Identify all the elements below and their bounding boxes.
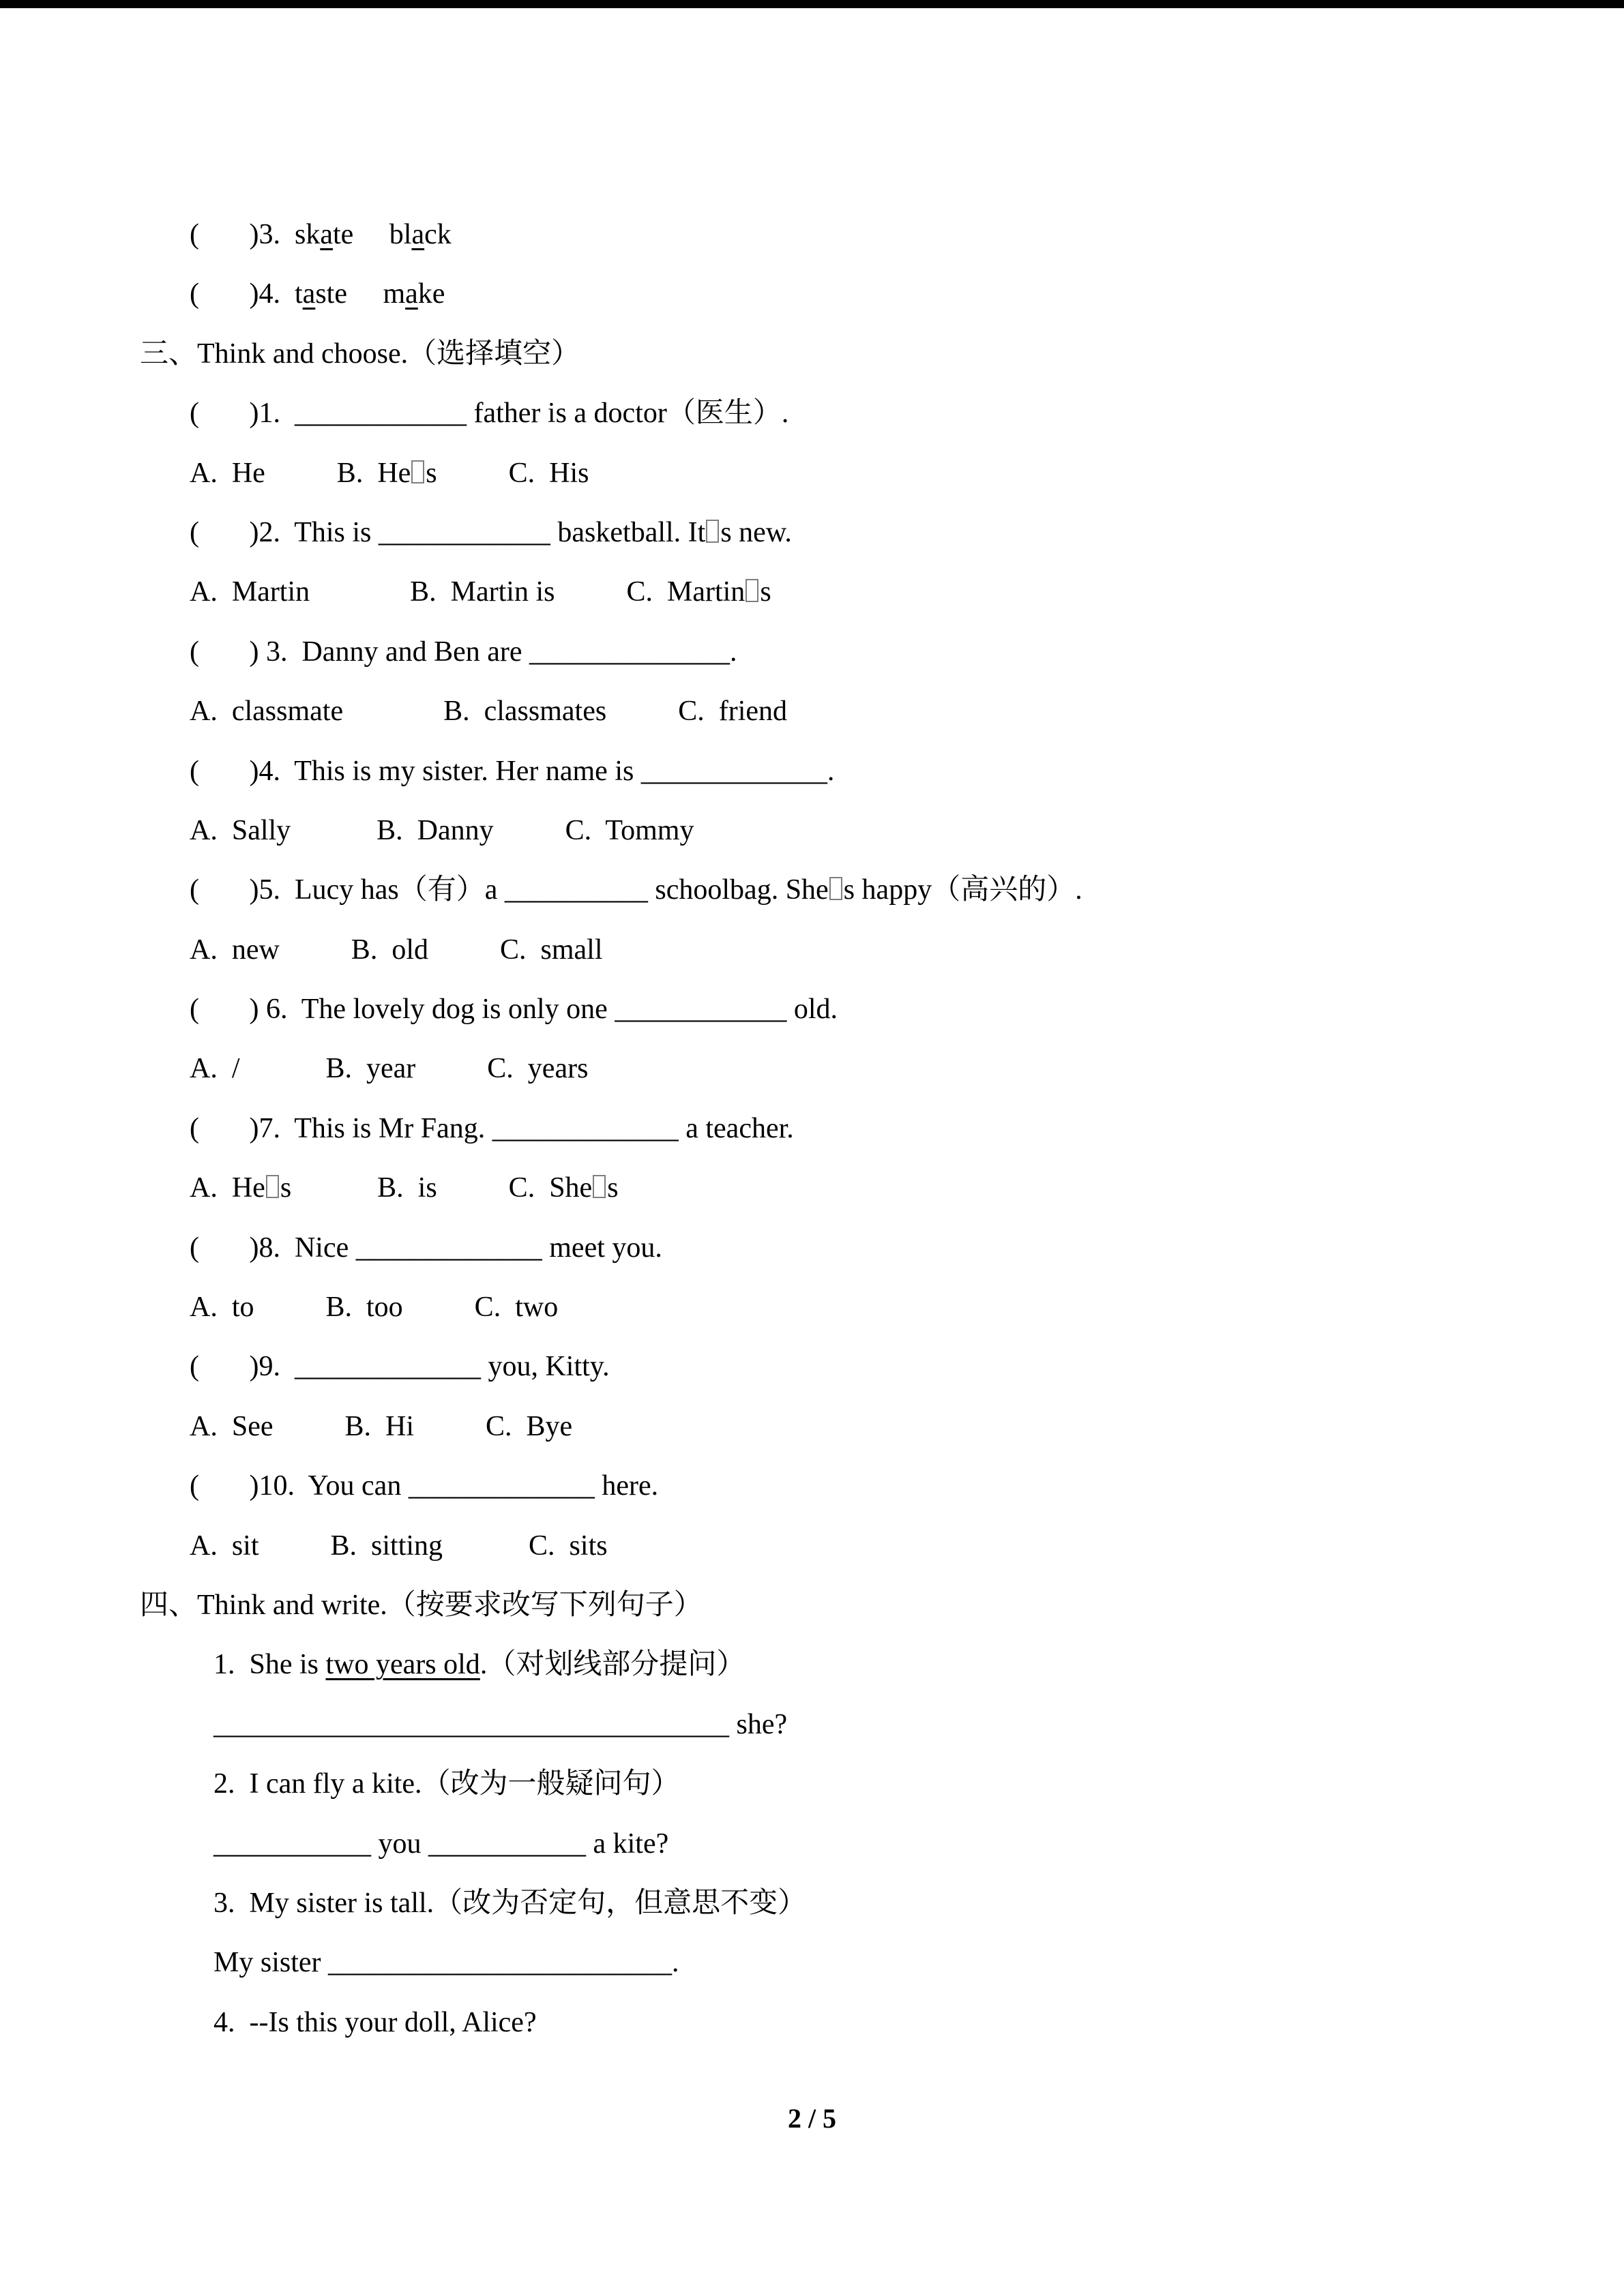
section-heading	[0, 1576, 1624, 1635]
text-segment: ( )8. Nice _____________ meet you.	[190, 1232, 662, 1264]
question-line	[0, 1099, 1624, 1159]
options-line	[0, 1397, 1624, 1457]
options-line	[0, 563, 1624, 622]
text-segment: A. classmate B. classmates C. friend	[190, 696, 788, 728]
scan-top-black-bar	[0, 0, 1624, 8]
text-segment: A. new B. old C. small	[190, 934, 603, 966]
text-segment: A. He B. He	[190, 457, 411, 489]
text-segment: ( )3. sk	[190, 219, 321, 250]
text-segment: s C. His	[426, 457, 589, 489]
question-line	[0, 503, 1624, 563]
missing-apostrophe-glyph-box	[411, 460, 424, 483]
options-line	[0, 1159, 1624, 1218]
text-segment: 三、Think and choose.（选择填空）	[140, 338, 580, 370]
text-segment: 4. --Is this your doll, Alice?	[213, 2006, 537, 2038]
answer-blank-line	[0, 1815, 1624, 1874]
text-segment: s	[760, 576, 771, 608]
text-segment: A. / B. year C. years	[190, 1053, 589, 1085]
question-line	[0, 980, 1624, 1039]
missing-apostrophe-glyph-box	[266, 1175, 279, 1198]
text-segment: ( ) 6. The lovely dog is only one ____________ old.	[190, 994, 838, 1026]
text-segment: 四、Think and write.（按要求改写下列句子）	[140, 1589, 703, 1621]
text-segment: ( )1. ____________ father is a doctor（医生）.	[190, 398, 789, 430]
text-segment: ( )7. This is Mr Fang. _____________ a teacher.	[190, 1112, 794, 1144]
text-segment: ( )2. This is ____________ basketball. It	[190, 516, 706, 548]
text-segment: My sister ________________________.	[213, 1947, 679, 1979]
text-segment: ___________ you ___________ a kite?	[213, 1828, 669, 1860]
question-line	[0, 1755, 1624, 1814]
text-segment: A. Martin B. Martin is C. Martin	[190, 576, 745, 608]
text-segment: ( ) 3. Danny and Ben are ______________.	[190, 636, 737, 668]
options-line	[0, 682, 1624, 741]
question-line	[0, 1635, 1624, 1695]
question-line	[0, 265, 1624, 324]
text-segment: ( )10. You can _____________ here.	[190, 1470, 659, 1502]
text-segment: ( )4. t	[190, 278, 303, 310]
answer-blank-line	[0, 1695, 1624, 1755]
text-segment: ( )9. _____________ you, Kitty.	[190, 1351, 610, 1383]
text-segment: 3. My sister is tall.（改为否定句，但意思不变）	[213, 1887, 807, 1919]
missing-apostrophe-glyph-box	[829, 877, 842, 900]
underlined-text: a	[405, 278, 418, 310]
options-line	[0, 1517, 1624, 1576]
underlined-text: two years old	[325, 1649, 480, 1681]
text-segment: A. He	[190, 1172, 265, 1204]
worksheet-content	[0, 205, 1624, 2053]
text-segment: ke	[417, 278, 445, 310]
options-line	[0, 921, 1624, 980]
text-segment: s happy（高兴的）.	[843, 874, 1082, 906]
question-line	[0, 1457, 1624, 1516]
underlined-text: a	[320, 219, 333, 250]
text-segment: ( )5. Lucy has（有）a __________ schoolbag. She	[190, 874, 829, 906]
text-segment: ( )4. This is my sister. Her name is _____________.	[190, 755, 835, 787]
question-line	[0, 861, 1624, 920]
section-heading	[0, 325, 1624, 384]
page-number: 2 / 5	[787, 2103, 837, 2134]
question-line	[0, 742, 1624, 801]
question-line	[0, 1219, 1624, 1278]
question-line	[0, 1993, 1624, 2053]
text-segment: A. to B. too C. two	[190, 1292, 559, 1324]
missing-apostrophe-glyph-box	[706, 520, 719, 543]
question-line	[0, 205, 1624, 265]
text-segment: te bl	[332, 219, 412, 250]
question-line	[0, 623, 1624, 682]
text-segment: 1. She is	[213, 1649, 326, 1681]
options-line	[0, 801, 1624, 861]
options-line	[0, 1039, 1624, 1099]
text-segment: ck	[424, 219, 452, 250]
text-segment: ____________________________________ she?	[213, 1708, 788, 1740]
missing-apostrophe-glyph-box	[593, 1175, 606, 1198]
answer-blank-line	[0, 1933, 1624, 1993]
text-segment: .（对划线部分提问）	[479, 1649, 745, 1681]
missing-apostrophe-glyph-box	[745, 579, 758, 602]
text-segment: A. See B. Hi C. Bye	[190, 1410, 573, 1442]
question-line	[0, 1874, 1624, 1933]
underlined-text: a	[302, 278, 316, 310]
text-segment: 2. I can fly a kite.（改为一般疑问句）	[213, 1768, 680, 1800]
options-line	[0, 444, 1624, 503]
text-segment: s	[607, 1172, 619, 1204]
text-segment: s B. is C. She	[280, 1172, 593, 1204]
text-segment: A. Sally B. Danny C. Tommy	[190, 814, 694, 846]
text-segment: s new.	[720, 516, 792, 548]
text-segment: A. sit B. sitting C. sits	[190, 1530, 608, 1562]
question-line	[0, 384, 1624, 443]
question-line	[0, 1337, 1624, 1397]
options-line	[0, 1278, 1624, 1337]
text-segment: ste m	[315, 278, 406, 310]
underlined-text: a	[411, 219, 425, 250]
